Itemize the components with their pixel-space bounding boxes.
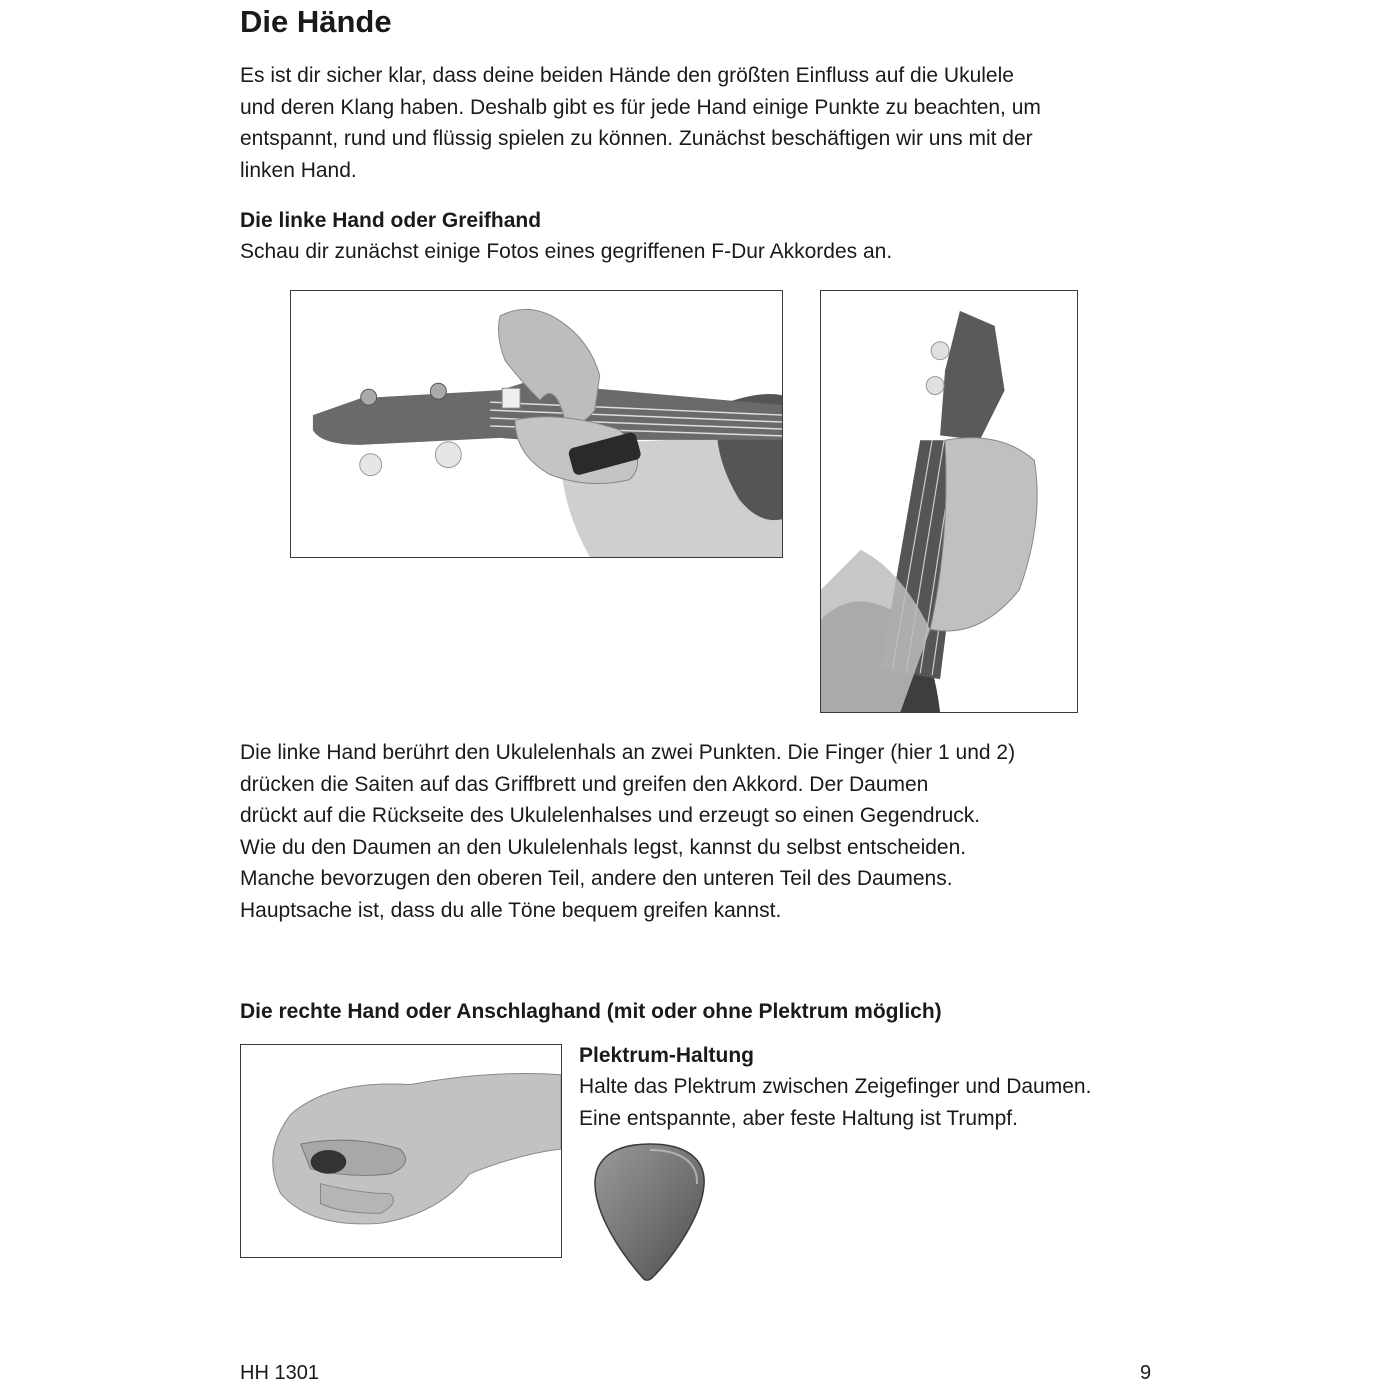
left-hand-lead [240, 236, 892, 268]
intro-line: linken Hand. [240, 158, 357, 182]
left-hand-body [240, 737, 1015, 926]
page-number: 9 [1140, 1362, 1152, 1384]
intro-paragraph [240, 60, 1041, 186]
photo-pick-grip [240, 1044, 562, 1258]
pick-grip-text-line: Halte das Plektrum zwischen Zeigefinger und Daumen. [579, 1075, 1092, 1098]
pick-grip-text [579, 1071, 1091, 1134]
photo-fdur-chord-side [290, 290, 783, 558]
pick-grip-text-line: Eine entspannte, aber feste Haltung ist Trumpf. [579, 1106, 1018, 1130]
intro-line: entspannt, rund und flüssig spielen zu können. Zunächst beschäftigen wir uns mit der [240, 127, 1033, 150]
left-hand-body-line: Die linke Hand berührt den Ukulelenhals an zwei Punkten. Die Finger (hier 1 und 2) [240, 741, 1016, 764]
intro-line: und deren Klang haben. Deshalb gibt es für jede Hand einige Punkte zu beachten, um [240, 95, 1041, 119]
plectrum-illustration [590, 1140, 710, 1282]
page-title: Die Hände [240, 4, 392, 39]
left-hand-body-line: Wie du den Daumen an den Ukulelenhals legst, kannst du selbst entscheiden. [240, 835, 967, 859]
footer-code: HH 1301 [240, 1362, 319, 1384]
pick-grip-heading: Plektrum-Haltung [579, 1044, 755, 1067]
left-hand-body-line: Manche bevorzugen den oberen Teil, andere den unteren Teil des Daumens. [240, 867, 953, 890]
left-hand-body-line: Hauptsache ist, dass du alle Töne bequem greifen kannst. [240, 898, 782, 922]
left-hand-lead-line: Schau dir zunächst einige Fotos eines gegriffenen F-Dur Akkordes an. [240, 240, 893, 263]
left-hand-body-line: drücken die Saiten auf das Griffbrett und greifen den Akkord. Der Daumen [240, 772, 929, 796]
left-hand-heading: Die linke Hand oder Greifhand [240, 209, 542, 232]
left-hand-body-line: drückt auf die Rückseite des Ukulelenhalses und erzeugt so einen Gegendruck. [240, 804, 981, 827]
right-hand-heading: Die rechte Hand oder Anschlaghand (mit oder ohne Plektrum möglich) [240, 1000, 942, 1023]
intro-line: Es ist dir sicher klar, dass deine beiden Hände den größten Einfluss auf die Ukulele [240, 64, 1014, 87]
photo-fdur-chord-front [820, 290, 1078, 713]
